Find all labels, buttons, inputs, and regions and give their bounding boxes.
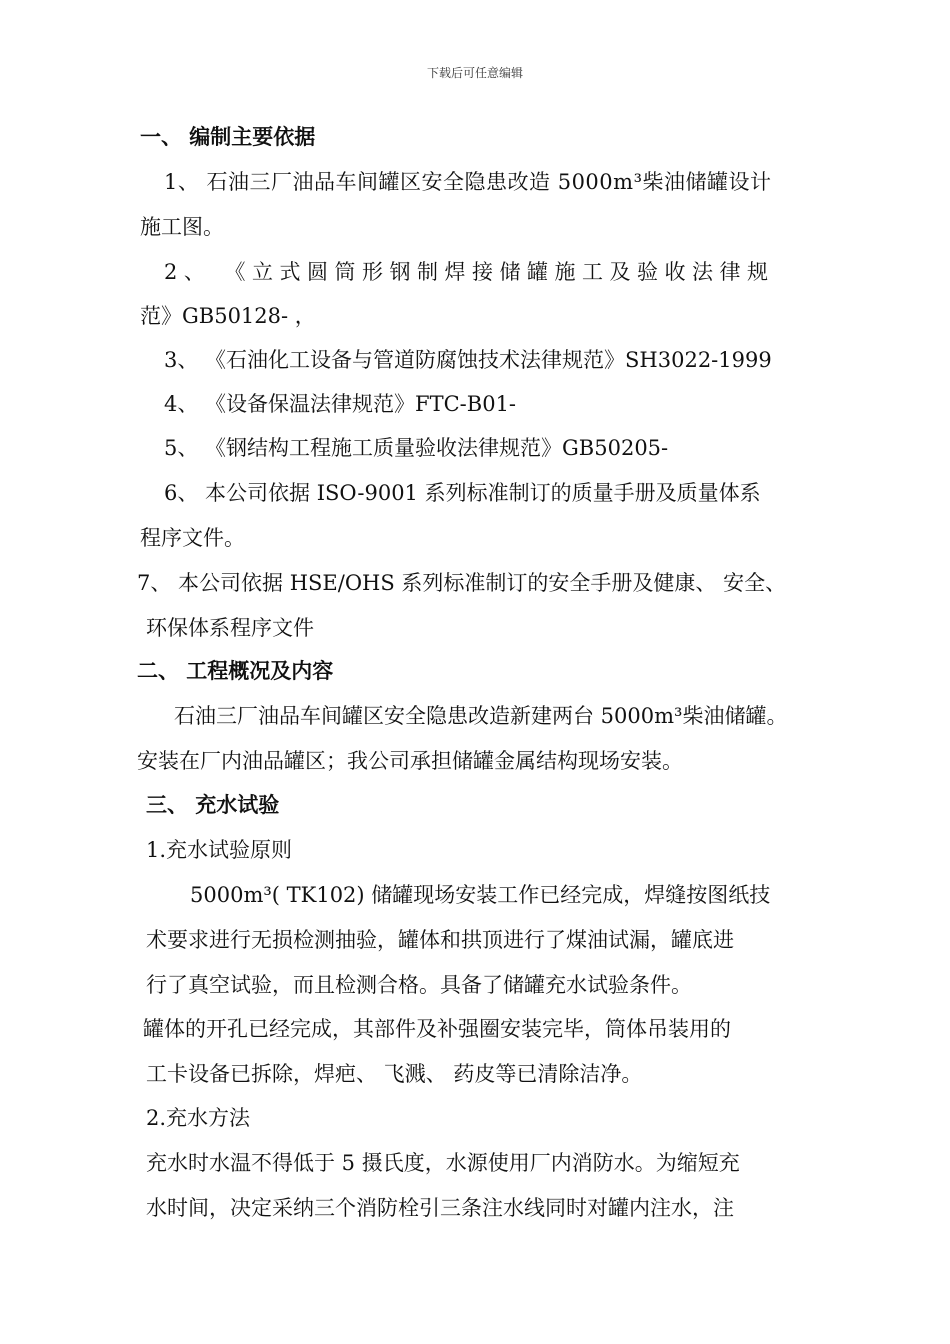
- item-7-line-1: 7、 本公司依据 HSE/OHS 系列标准制订的安全手册及健康、 安全、: [137, 571, 787, 595]
- item-2-line-1: 2、 《立式圆筒形钢制焊接储罐施工及验收法律规: [164, 260, 775, 284]
- item-6-line-2: 程序文件。: [140, 526, 245, 550]
- subsection-1-line-4: 罐体的开孔已经完成，其部件及补强圈安装完毕，筒体吊装用的: [143, 1017, 731, 1041]
- item-5: 5、 《钢结构工程施工质量验收法律规范》GB50205-: [164, 436, 669, 460]
- item-7-line-2: 环保体系程序文件: [146, 616, 314, 640]
- subsection-1-line-1: 5000m³( TK102) 储罐现场安装工作已经完成，焊缝按图纸技: [190, 883, 771, 907]
- subsection-2-title: 2.充水方法: [146, 1106, 251, 1130]
- item-3: 3、 《石油化工设备与管道防腐蚀技术法律规范》SH3022-1999: [164, 348, 772, 372]
- subsection-1-line-2: 术要求进行无损检测抽验，罐体和拱顶进行了煤油试漏，罐底进: [146, 928, 734, 952]
- item-1-line-1: 1、 石油三厂油品车间罐区安全隐患改造 5000m³柴油储罐设计: [164, 170, 772, 194]
- section-2-title: 二、 工程概况及内容: [137, 659, 334, 683]
- section-2-para-line-1: 石油三厂油品车间罐区安全隐患改造新建两台 5000m³柴油储罐。: [174, 704, 788, 728]
- subsection-1-line-5: 工卡设备已拆除，焊疤、 飞溅、 药皮等已清除洁净。: [146, 1062, 643, 1086]
- item-2-line-2: 范》GB50128- ，: [140, 304, 316, 328]
- item-6-line-1: 6、 本公司依据 ISO-9001 系列标准制订的质量手册及质量体系: [164, 481, 761, 505]
- subsection-2-line-1: 充水时水温不得低于 5 摄氏度，水源使用厂内消防水。为缩短充: [146, 1151, 740, 1175]
- subsection-1-line-3: 行了真空试验，而且检测合格。具备了储罐充水试验条件。: [146, 973, 692, 997]
- item-4: 4、 《设备保温法律规范》FTC-B01-: [164, 392, 517, 416]
- page-header: 下载后可任意编辑: [426, 66, 523, 80]
- section-2-para-line-2: 安装在厂内油品罐区；我公司承担储罐金属结构现场安装。: [137, 749, 683, 773]
- section-3-title: 三、 充水试验: [146, 793, 280, 817]
- subsection-2-line-2: 水时间，决定采纳三个消防栓引三条注水线同时对罐内注水，注: [146, 1196, 734, 1220]
- subsection-1-title: 1.充水试验原则: [146, 838, 293, 862]
- item-1-line-2: 施工图。: [140, 215, 224, 239]
- section-1-title: 一、 编制主要依据: [140, 125, 316, 149]
